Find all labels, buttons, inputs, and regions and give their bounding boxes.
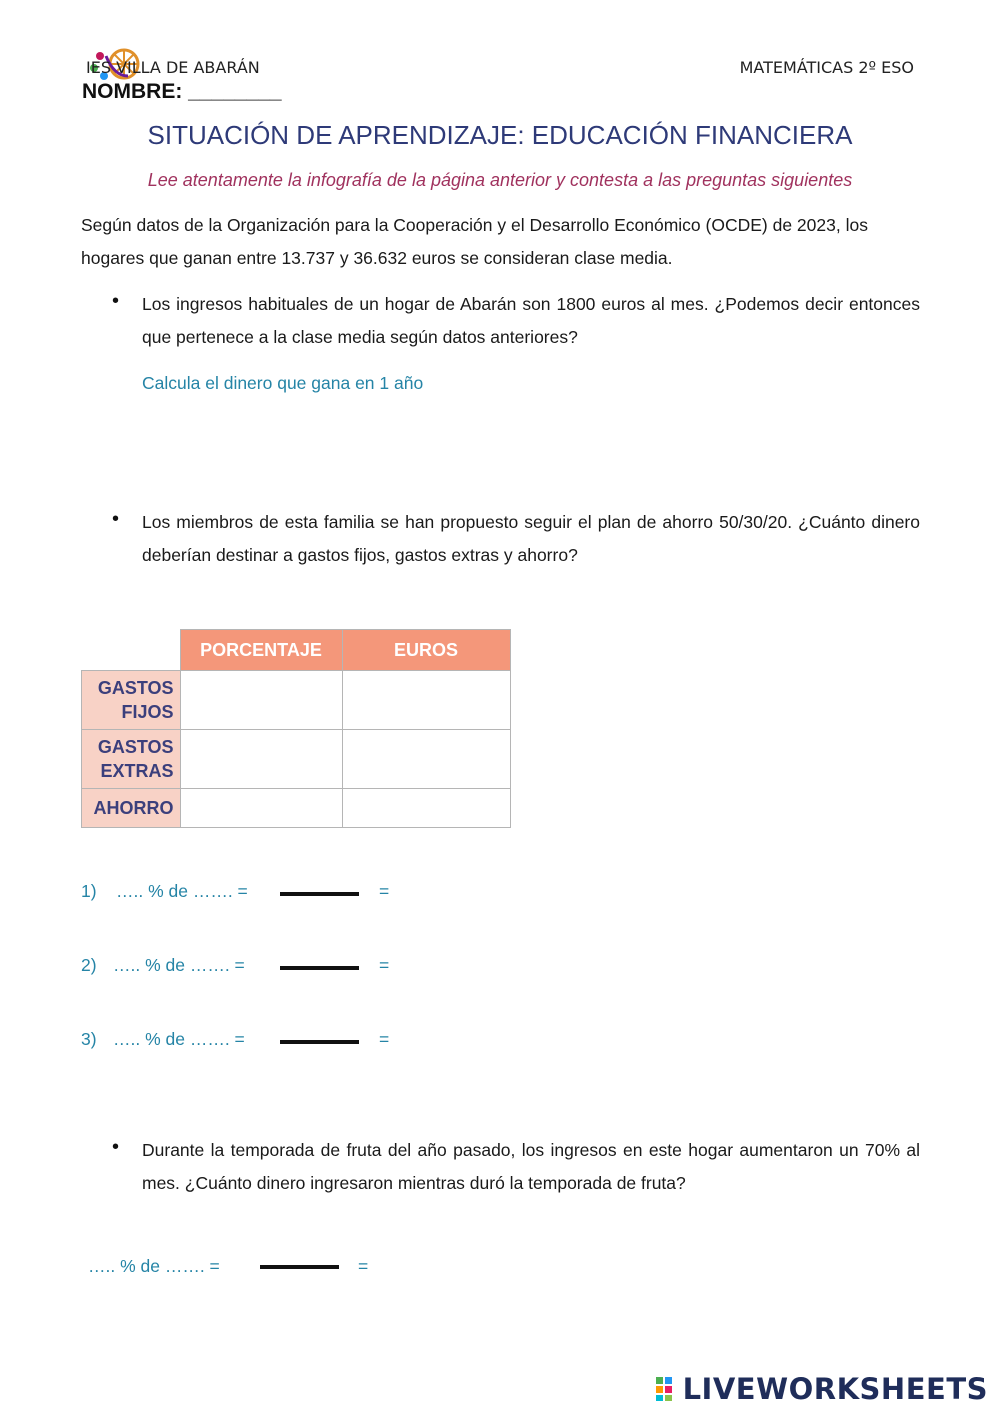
row-header-gastos-fijos: GASTOS FIJOS	[82, 671, 181, 730]
question-1-hint: Calcula el dinero que gana en 1 año	[142, 373, 424, 393]
name-field-label: NOMBRE: ________	[82, 80, 282, 103]
liveworksheets-icon	[655, 1376, 681, 1402]
question-1-text: Los ingresos habituales de un hogar de Abarán son 1800 euros al mes. ¿Podemos decir entonces que pertenece a la clase media según datos anteriores?	[142, 294, 920, 347]
bullet-marker: •	[112, 1136, 120, 1158]
bullet-marker: •	[112, 290, 120, 312]
input-cell-ahorro-percentage[interactable]	[180, 789, 342, 828]
page-title: SITUACIÓN DE APRENDIZAJE: EDUCACIÓN FINANCIERA	[147, 120, 853, 150]
calc-1-fraction-bar	[280, 892, 359, 896]
calc-3-number: 3)	[81, 1029, 97, 1049]
input-cell-ahorro-euros[interactable]	[342, 789, 510, 828]
column-header-percentage: PORCENTAJE	[180, 630, 342, 671]
liveworksheets-logo	[655, 1372, 988, 1406]
calc-1-equals: =	[379, 881, 390, 901]
input-cell-fijos-percentage[interactable]	[180, 671, 342, 730]
column-header-euros: EUROS	[342, 630, 510, 671]
bullet-marker: •	[112, 508, 120, 530]
school-name: IES VILLA DE ABARÁN	[86, 58, 260, 77]
calc-1-number: 1)	[81, 881, 97, 901]
row-header-ahorro: AHORRO	[82, 789, 181, 828]
calc-1-expression: ….. % de ……. =	[116, 881, 248, 901]
subject-name: MATEMÁTICAS 2º ESO	[739, 58, 914, 77]
liveworksheets-wordmark: LIVEWORKSHEETS	[682, 1372, 988, 1406]
input-cell-fijos-euros[interactable]	[342, 671, 510, 730]
calc-3-equals: =	[379, 1029, 390, 1049]
question-3-text: Durante la temporada de fruta del año pasado, los ingresos en este hogar aumentaron un 70% al mes. ¿Cuánto dinero ingresaron mientras duró la temporada de fruta?	[142, 1140, 920, 1193]
calc-3-fraction-bar	[280, 1040, 359, 1044]
calc-2-equals: =	[379, 955, 390, 975]
input-cell-extras-percentage[interactable]	[180, 730, 342, 789]
page-subtitle: Lee atentamente la infografía de la página anterior y contesta a las preguntas siguientes	[147, 170, 853, 190]
calc-2-fraction-bar	[280, 966, 359, 970]
calc-2-expression: ….. % de ……. =	[113, 955, 245, 975]
table-corner	[82, 630, 181, 671]
row-header-gastos-extras: GASTOS EXTRAS	[82, 730, 181, 789]
savings-plan-table	[81, 629, 511, 828]
final-calc-expression: ….. % de ……. =	[88, 1256, 220, 1276]
calc-2-number: 2)	[81, 955, 97, 975]
final-calc-fraction-bar	[260, 1265, 339, 1269]
final-calc-equals: =	[358, 1256, 369, 1276]
intro-paragraph: Según datos de la Organización para la Cooperación y el Desarrollo Económico (OCDE) de 2023, los hogares que ganan entre 13.737 y 36.632 euros se consideran clase media.	[81, 215, 868, 268]
input-cell-extras-euros[interactable]	[342, 730, 510, 789]
calc-3-expression: ….. % de ……. =	[113, 1029, 245, 1049]
question-2-text: Los miembros de esta familia se han propuesto seguir el plan de ahorro 50/30/20. ¿Cuánto dinero deberían destinar a gastos fijos, gastos extras y ahorro?	[142, 512, 920, 565]
